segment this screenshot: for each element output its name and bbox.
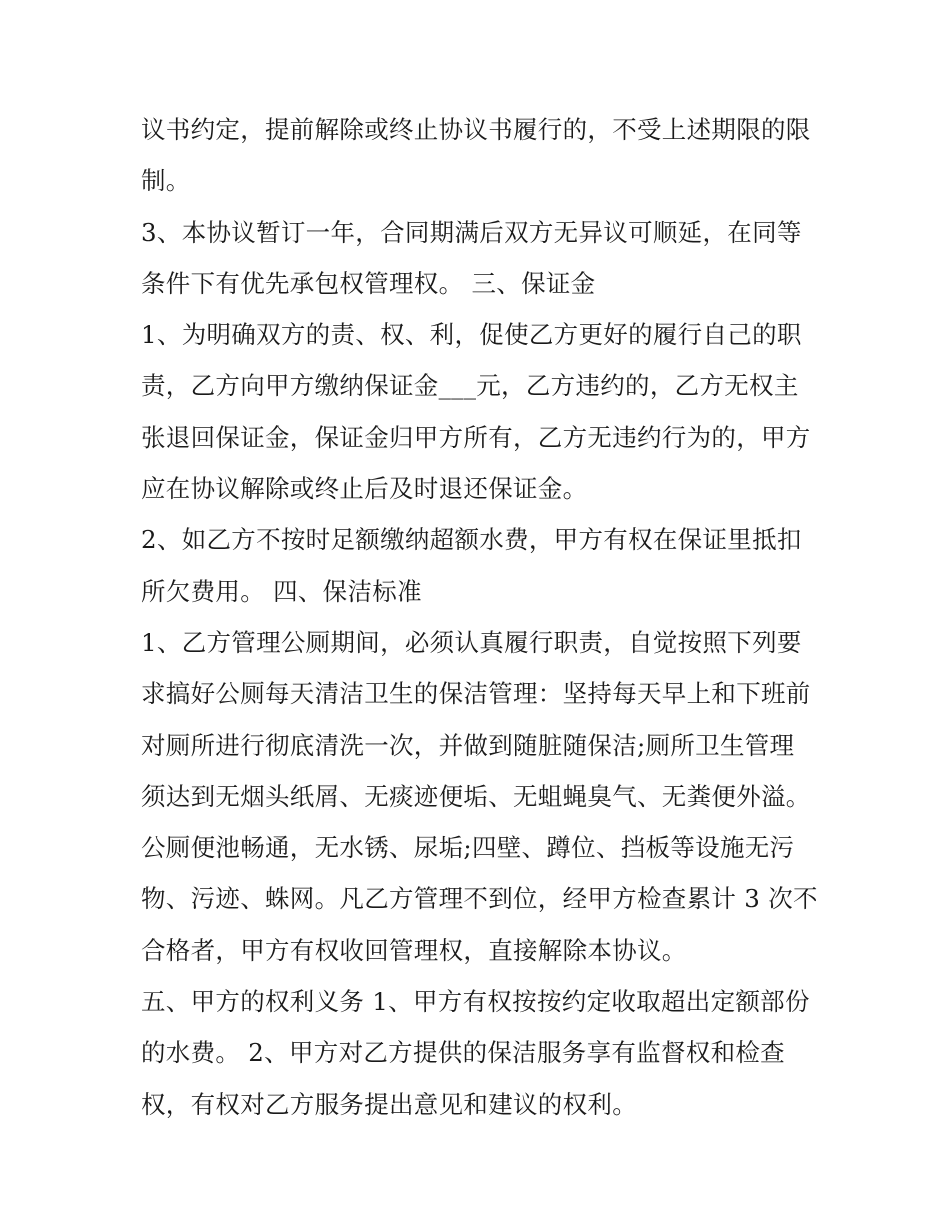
text-line: 2、如乙方不按时足额缴纳超额水费，甲方有权在保证里抵扣 <box>141 525 802 555</box>
text-line: 3、本协议暂订一年，合同期满后双方无异议可顺延，在同等 <box>141 217 802 247</box>
text-line: 张退回保证金，保证金归甲方所有，乙方无违约行为的，甲方 <box>141 422 811 452</box>
document-body <box>141 104 821 1130</box>
text-line: 制。 <box>141 166 191 196</box>
text-line: 所欠费用。 四、保洁标准 <box>141 576 422 606</box>
text-line: 的水费。 2、甲方对乙方提供的保洁服务享有监督权和检查 <box>141 1038 785 1068</box>
text-line: 条件下有优先承包权管理权。 三、保证金 <box>141 268 596 298</box>
text-line: 求搞好公厕每天清洁卫生的保洁管理：坚持每天早上和下班前 <box>141 679 811 709</box>
text-line: 五、甲方的权利义务 1、甲方有权按按约定收取超出定额部份 <box>141 987 810 1017</box>
text-line: 须达到无烟头纸屑、无痰迹便垢、无蛆蝇臭气、无粪便外溢。 <box>141 781 811 811</box>
text-line: 公厕便池畅通，无水锈、尿垢;四壁、蹲位、挡板等设施无污 <box>141 833 795 863</box>
text-line: 对厕所进行彻底清洗一次，并做到随脏随保洁;厕所卫生管理 <box>141 730 795 760</box>
text-line: 责，乙方向甲方缴纳保证金___元，乙方违约的，乙方无权主 <box>141 371 799 401</box>
text-line: 1、为明确双方的责、权、利，促使乙方更好的履行自己的职 <box>141 320 802 350</box>
text-line: 应在协议解除或终止后及时退还保证金。 <box>141 474 588 504</box>
text-line: 1、乙方管理公厕期间，必须认真履行职责，自觉按照下列要 <box>141 627 802 657</box>
text-line: 权，有权对乙方服务提出意见和建议的权利。 <box>141 1089 637 1119</box>
text-line: 物、污迹、蛛网。凡乙方管理不到位，经甲方检查累计 3 次不 <box>141 884 818 914</box>
text-line: 合格者，甲方有权收回管理权，直接解除本协议。 <box>141 935 687 965</box>
text-line: 议书约定，提前解除或终止协议书履行的，不受上述期限的限 <box>141 115 811 144</box>
